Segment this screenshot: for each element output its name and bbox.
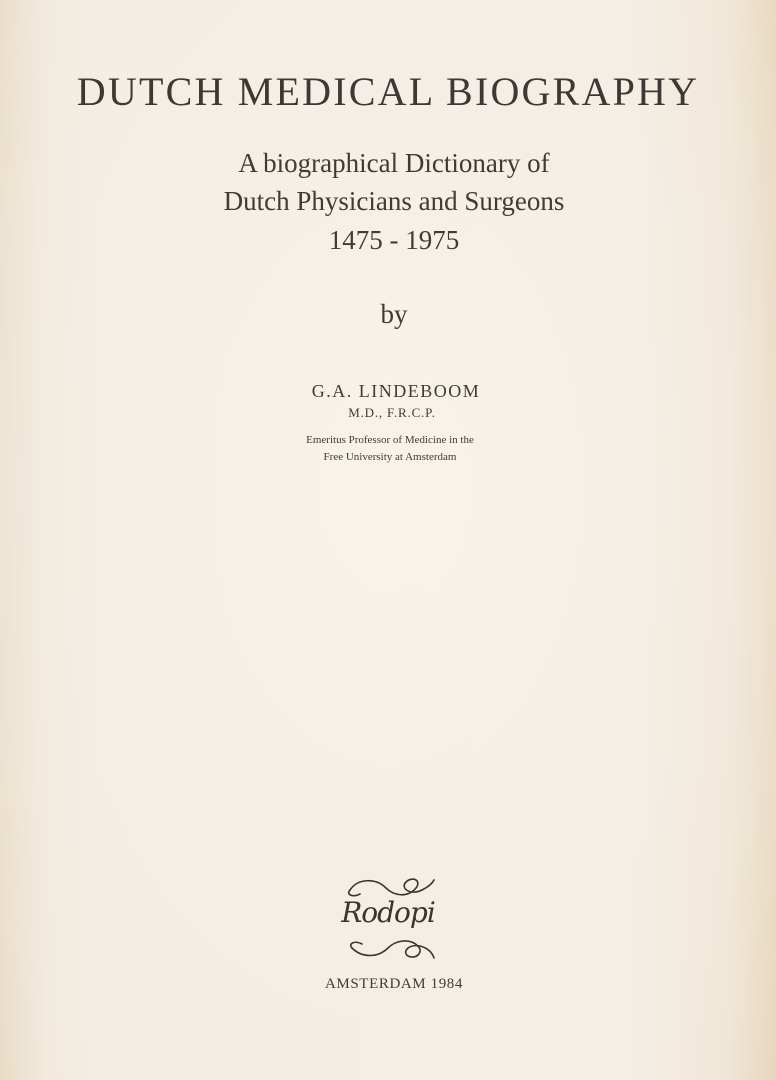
publisher-logo-text: Rodopi: [341, 896, 435, 929]
author-degrees: M.D., F.R.C.P.: [348, 405, 436, 420]
author-position-line-1: Emeritus Professor of Medicine in the: [306, 434, 474, 446]
book-title: DUTCH MEDICAL BIOGRAPHY: [76, 69, 700, 114]
by-label: by: [380, 299, 408, 329]
publisher-imprint: AMSTERDAM 1984: [325, 976, 463, 992]
author-position-line-2: Free University at Amsterdam: [323, 451, 457, 463]
subtitle-line-1: A biographical Dictionary of: [238, 148, 550, 178]
author-name: G.A. LINDEBOOM: [311, 381, 481, 401]
year-range: 1475 - 1975: [328, 225, 460, 255]
rodopi-logo: [336, 872, 440, 964]
subtitle-line-2: Dutch Physicians and Surgeons: [223, 186, 565, 216]
